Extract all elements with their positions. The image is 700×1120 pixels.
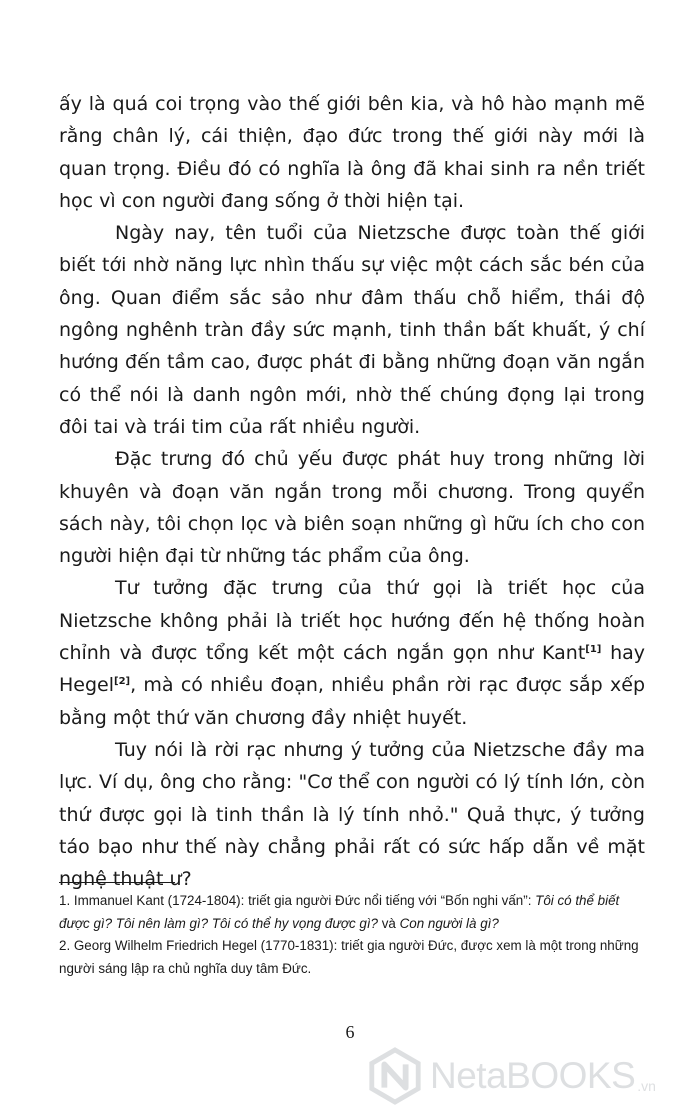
body-text [59,88,645,895]
paragraph-4-part-3: , mà có nhiều đoạn, nhiều phần rời rạc được sắp xếp bằng một thứ văn chương đầy nhiệt huyết. [59,674,645,729]
paragraph-1: ấy là quá coi trọng vào thế giới bên kia, và hô hào mạnh mẽ rằng chân lý, cái thiện, đạo đức trong thế giới này mới là quan trọng. Điều đó có nghĩa là ông đã khai sinh ra nền triết học vì con người đang sống ở thời hiện tại. [59,93,645,212]
page-number: 6 [345,1022,355,1042]
paragraph-4 [59,572,645,733]
footnote-ref-1: [1] [585,644,602,656]
paragraph-3: Đặc trưng đó chủ yếu được phát huy trong những lời khuyên và đoạn văn ngắn trong mỗi chương. Trong quyển sách này, tôi chọn lọc và biên soạn những gì hữu ích cho con người hiện đại từ những tác phẩm của ông. [59,448,645,568]
footnote-1-questions: Tôi có thể biết được gì? Tôi nên làm gì? Tôi có thể hy vọng được gì? [59,893,620,931]
footnote-ref-2: [2] [114,676,131,688]
footnote-1-lead: 1. Immanuel Kant (1724-1804): triết gia người Đức nổi tiếng với “Bốn nghi vấn”: [59,893,536,908]
paragraph-4-part-2: hay Hegel [59,642,646,697]
watermark [366,1046,686,1106]
paragraph-4-part-1: Tư tưởng đặc trưng của thứ gọi là triết học của Nietzsche không phải là triết học hướng đến hệ thống hoàn chỉnh và được tổng kết một cách ngắn gọn như Kant [59,577,645,665]
footnote-2: 2. Georg Wilhelm Friedrich Hegel (1770-1831): triết gia người Đức, được xem là một trong những người sáng lập ra chủ nghĩa duy tâm Đức. [59,938,639,976]
paragraph-5: Tuy nói là rời rạc nhưng ý tưởng của Nietzsche đầy ma lực. Ví dụ, ông cho rằng: "Cơ thể con người có lý tính lớn, còn thứ được gọi là tinh thần là lý tính nhỏ." Quả thực, ý tưởng táo bạo như thế này chẳng phải rất có sức hấp dẫn về mặt nghệ thuật ư? [59,738,645,891]
footnote-1 [59,890,649,935]
footnote-1-and: và [378,915,400,931]
footnotes [59,890,649,980]
watermark-brand: NetaBOOKS [430,1055,636,1096]
paragraph-2: Ngày nay, tên tuổi của Nietzsche được toàn thế giới biết tới nhờ năng lực nhìn thấu sự việc một cách sắc bén của ông. Quan điểm sắc sảo như đâm thấu chỗ hiểm, thái độ ngông nghênh tràn đầy sức mạnh, tinh thần bất khuất, ý chí hướng đến tầm cao, được phát đi bằng những đoạn văn ngắn có thể nói là danh ngôn mới, nhờ thế chúng đọng lại trong đôi tai và trái tim của rất nhiều người. [59,222,645,438]
footnote-divider [59,882,175,883]
footnote-1-last-question: Con người là gì? [399,915,499,931]
watermark-suffix: .vn [637,1078,656,1094]
neta-logo-icon [366,1047,424,1105]
